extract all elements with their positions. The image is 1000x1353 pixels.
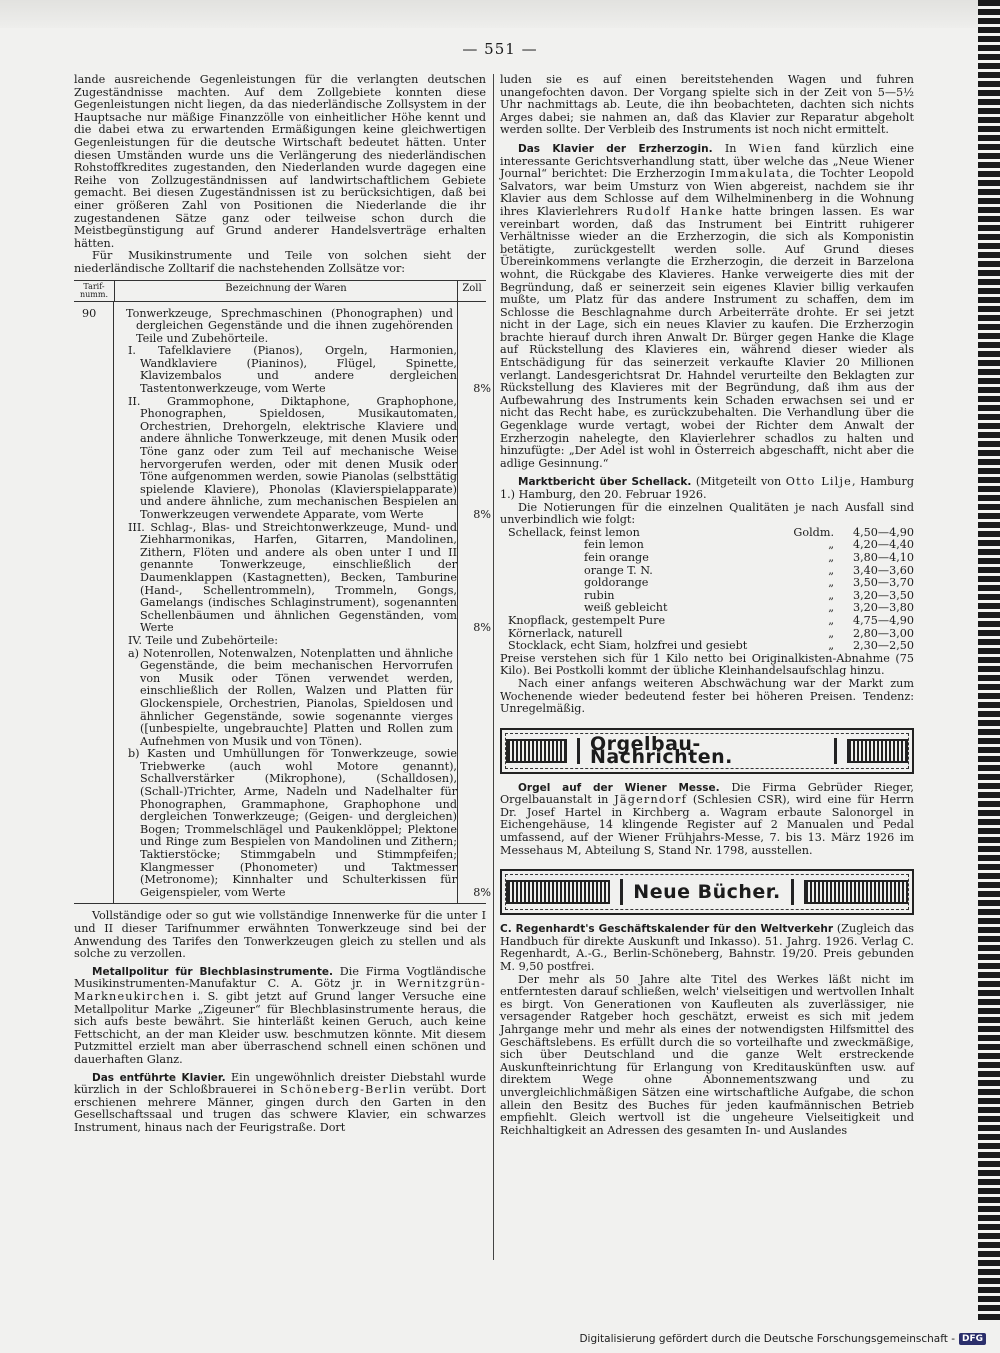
article-text: (Mitgeteilt von xyxy=(691,475,786,489)
banner-inner xyxy=(505,874,909,910)
price-grade: rubin xyxy=(584,588,615,602)
ornament-icon xyxy=(847,739,908,763)
credit-text: Digitalisierung gefördert durch die Deutsche Forschungsgemeinschaft - xyxy=(579,1333,955,1345)
price-range: 4,75—4,90 xyxy=(852,613,914,627)
tariff-item-text: III. Schlag-, Blas- und Streichtonwerkzeuge, Mund- und Ziehharmonikas, Harfen, Gitarren, Mandolinen, Zithern, Flöten und andere als oben unter I und II genannte Tonwerkzeuge, einschließlich der Daumenklappen (Kastagnetten), Becken, Tamburine (Hand-, Schellentrommeln), Trommeln, Gongs, Gamelangs (indisches Schlaginstrument), sogenannten Schellenbäumen und ähnlichen Gegenständen, vom Werte xyxy=(128,520,457,635)
tariff-item xyxy=(120,747,491,899)
article-heading: C. Regenhardt's Geschäftskalender für den Weltverkehr xyxy=(500,923,834,936)
tariff-subitem-text: b) Kasten und Umhüllungen för Tonwerkzeuge, sowie Triebwerke (auch wohl Motore genannt), Schallverstärker (Mikrophone), (Schalldosen), (Schall-)Trichter, Arme, Nadeln und Nadelhalter für Phonographen, Grammaphone, Graphophone und dergleichen Tonwerkzeuge; (Geigen- und dergleichen) Bogen; Trommelschlägel und Paukenklöppel; Plektone und Ringe zum Bespielen von Mandolinen und Zithern; Taktierstöcke; Stimmgabeln und Stimmpfeifen; Klangmesser (Phonometer) und Taktmesser (Metronome); Kinnhalter und Schulterkissen für Geigenspieler, vom Werte xyxy=(128,747,457,899)
price-row xyxy=(500,640,914,653)
article-text: (Schlesien CSR), wird eine für Herrn Dr. Josef Hartel in Kirchberg a. Wagram erbaute Salonorgel in Eichengehäuse, 14 klingende Register auf 2 Manualen und Pedal umfassend, auf der Wiener Frühjahrs-Messe, 7. bis 13. März 1926 im Messehaus M, Abteilung S, Stand Nr. 1798, ausstellen. xyxy=(500,793,914,857)
tariff-item-text: II. Grammophone, Diktaphone, Graphophone, Phonographen, Spieldosen, Musikautomaten, Orchestrien, Drehorgeln, elektrische Klaviere und andere ähnliche Tonwerkzeuge, mit denen Musik oder Töne ganz oder zum Teil auf mechanische Weise hervorgerufen werden, oder mit denen Musik oder Töne aufgenommen werden, sowie Pianolas (selbsttätig spielende Klaviere), Phonolas (Klavierspielapparate) und andere ähnliche, zum mechanischen Bespielen an Tonwerkzeugen verwendete Apparate, vom Werte xyxy=(128,394,457,521)
ornament-icon xyxy=(506,880,610,904)
tariff-item xyxy=(120,344,491,396)
tariff-item-duty: 8% xyxy=(473,382,491,396)
article-heading: Metallpolitur für Blechblasinstrumente. xyxy=(92,965,334,978)
article-entfuehrte-klavier xyxy=(74,1072,486,1135)
paragraph: Der mehr als 50 Jahre alte Titel des Werkes läßt nicht im entferntesten darauf schließen, welch' vielseitigen und wertvollen Inhalt es birgt. Von Generationen von Kaufleuten als zuverlässiger, nie versagender Ratgeber hoch geschätzt, erweist es sich mit jedem Jahrgange mehr und mehr als eines der notwendigsten Hilfsmittel des Geschäftslebens. Es erfüllt durch die so vorteilhafte und zweckmäßige, sich über Deutschland und die ganze Welt erstreckende Auskunfteinrichtung für Erlangung von Kreditauskünften usw. auf direktem Wege ohne Abonnementszwang und zu unvergleichlichmäßigen Sätzen eine wirtschaftliche Aufgabe, die schon allein den Besitz des Buches für jeden kaufmännischen Betrieb empfiehlt. Gleich wertvoll ist die ungeheure Vielseitigkeit und Reichhaltigkeit an Adressen des gesamten In- und Auslandes xyxy=(500,972,914,1137)
paragraph: Vollständige oder so gut wie vollständige Innenwerke für die unter I und II dieser Tarifnummer erwähnten Tonwerkzeuge sind bei der Anwendung des Tarifes den Tonwerkzeugen gleich zu stellen und als solche zu verzollen. xyxy=(74,909,486,961)
price-row xyxy=(500,615,914,628)
price-range: 3,40—3,60 xyxy=(852,563,914,577)
tariff-subitem-text: a) Notenrollen, Notenwalzen, Notenplatten und ähnliche Gegenstände, die beim mechanischen Hervorrufen von Musik oder Tönen verwendet werden, einschließlich der Rollen, Walzen und Platten für Glockenspiele, Orchestrien, Pianolas, Spieldosen und ähnlicher Gegenstände, sowie sogenannte vierges ([unbespielte, ungebrauchte] Platten und Rollen zum Aufnehmen von Musik und von Tönen). xyxy=(128,646,453,748)
paragraph: luden sie es auf einen bereitstehenden Wagen und fuhren unangefochten davon. Der Vorgang spielte sich in der Zeit von 5—5½ Uhr nachmittags ab. Leute, die ihn beobachteten, dachten sich nichts Arges dabei; sie nahmen an, daß das Klavier zur Reparatur abgeholt werden sollte. Der Verbleib des Instruments ist noch nicht ermittelt. xyxy=(500,73,914,137)
article-text: verübt. Dort erschienen mehrere Männer, gingen durch den Garten in den Gesellschaftssaal und trugen das schwere Klavier, ein schwarzes Instrument, hinaus nach der Feurigstraße. Dort xyxy=(74,1083,486,1134)
place-name: Schöneberg-Berlin xyxy=(280,1083,407,1097)
paragraph: Für Musikinstrumente und Teile von solchen sieht der niederländische Zolltarif die nachstehenden Zollsätze vor: xyxy=(74,249,486,275)
article-orgel xyxy=(500,782,914,858)
tariff-item-duty: 8% xyxy=(473,508,491,521)
tariff-item-duty: 8% xyxy=(473,885,491,899)
price-row xyxy=(500,590,914,603)
article-heading: Das entführte Klavier. xyxy=(92,1071,226,1084)
article-text: Die Firma Vogtländische Musikinstrumenten-Manufaktur C. A. Götz jr. in xyxy=(74,964,486,991)
tariff-number: 90 xyxy=(74,302,114,904)
price-list xyxy=(500,527,914,653)
article-heading: Orgel auf der Wiener Messe. xyxy=(518,781,720,794)
paragraph: Preise verstehen sich für 1 Kilo netto bei Originalkisten-Abnahme (75 Kilo). Bei Postkolli kommt der übliche Kleinhandelsaufschlag hinzu. xyxy=(500,651,914,678)
paragraph: Die Notierungen für die einzelnen Qualitäten je nach Ausfall sind unverbindlich wie folgt: xyxy=(500,500,914,527)
price-currency: „ xyxy=(828,576,834,590)
price-range: 3,20—3,80 xyxy=(852,601,914,615)
place-name: Wernitzgrün-Markneukirchen xyxy=(74,977,486,1003)
ornament-icon xyxy=(804,880,908,904)
article-erzherzogin xyxy=(500,143,914,470)
header-tariff-number: Tarif-numm. xyxy=(74,281,115,301)
section-title: Orgelbau-Nachrichten. xyxy=(589,733,733,768)
article-metallpolitur xyxy=(74,966,486,1067)
price-range: 4,50—4,90 xyxy=(852,525,914,539)
scan-right-edge xyxy=(978,0,1000,1320)
price-range: 3,20—3,50 xyxy=(852,588,914,602)
tariff-item-duty: 8% xyxy=(473,621,491,635)
section-title: Neue Bücher. xyxy=(633,880,781,903)
article-text: , die Tochter Leopold Salvators, war beim Umsturz von Wien abgereist, nachdem sie ihr Klavier aus dem Schlosse auf dem Wilhelminenberg in die Wohnung ihres Klavierlehrers xyxy=(500,167,914,218)
price-grade: orange T. N. xyxy=(584,563,653,577)
tariff-description xyxy=(114,302,491,904)
ornament-bar-icon xyxy=(620,879,623,905)
person-name: Rudolf Hanke xyxy=(626,204,724,218)
header-description: Bezeichnung der Waren xyxy=(115,281,458,301)
tariff-table-body xyxy=(74,302,491,904)
price-currency: „ xyxy=(828,563,834,577)
price-row xyxy=(500,565,914,578)
article-text: Die Firma Gebrüder Rieger, Orgelbauanstalt in xyxy=(500,780,914,807)
price-grade: fein lemon xyxy=(584,538,644,552)
price-grade: Knopflack, gestempelt Pure xyxy=(508,613,666,627)
article-text: , Hamburg 1.) Hamburg, den 20. Februar 1926. xyxy=(500,475,914,501)
article-heading: Marktbericht über Schellack. xyxy=(518,476,692,489)
article-text: Ein ungewöhnlich dreister Diebstahl wurde kürzlich in der Schloßbrauerei in xyxy=(74,1070,486,1097)
tariff-duty-column xyxy=(458,302,486,904)
price-range: 4,20—4,40 xyxy=(852,538,914,552)
column-divider xyxy=(493,74,494,1260)
price-currency: „ xyxy=(828,613,834,627)
price-row xyxy=(500,539,914,552)
scan-top-edge xyxy=(0,0,1000,28)
page-number: — 551 — xyxy=(462,40,538,58)
article-text: In xyxy=(712,141,749,155)
article-marktbericht xyxy=(500,476,914,501)
place-name: Wien xyxy=(748,141,783,155)
article-text: (Zugleich das Handbuch für direkte Auskunft und Inkasso). 51. Jahrg. 1926. Verlag C. Regenhardt, A.-G., Berlin-Schöneberg, Bahnstr. 19/20. Preis gebunden M. 9,50 postfrei. xyxy=(500,922,915,974)
digitization-credit xyxy=(579,1333,986,1345)
price-range: 3,80—4,10 xyxy=(852,550,914,564)
price-grade: Schellack, feinst lemon xyxy=(508,525,640,539)
place-name: Jägerndorf xyxy=(614,793,688,807)
person-name: Otto Lilje xyxy=(785,475,852,489)
banner-inner xyxy=(505,733,909,769)
price-currency: „ xyxy=(828,538,834,552)
article-buch xyxy=(500,923,914,973)
paragraph: Nach einer anfangs weiteren Abschwächung war der Markt zum Wochenende wieder bedeutend fester bei höheren Preisen. Tendenz: Unregelmäßig. xyxy=(500,676,914,716)
left-column xyxy=(74,73,491,1135)
ornament-bar-icon xyxy=(791,879,794,905)
tariff-intro: Tonwerkzeuge, Sprechmaschinen (Phonographen) und dergleichen Gegenstände und die ihnen zugehörenden Teile und Zubehörteile. xyxy=(126,306,453,345)
article-text: hatte bringen lassen. Es war vereinbart worden, daß das Instrument bei Eintritt ruhigerer Verhältnisse wieder an die Erzherzogin, die sich als Komponistin betätigte, zurückgestellt werden solle. Auf Grund dieses Übereinkommens verlangte die Erzherzogin, die derzeit in Barzelona wohnt, die Rückgabe des Klavieres. Hanke verweigerte dies mit der Begründung, daß er seinerzeit sein eigenes Klavier billig verkaufen mußte, um Platz für das andere Instrument zu schaffen, dem im Schlosse die Beschlagnahme durch Arbeiterräte drohte. Er sei jetzt nicht in der Lage, sich ein neues Klavier zu kaufen. Die Erzherzogin brachte hierauf durch ihren Anwalt Dr. Bürger gegen Hanke die Klage auf Rückstellung des Klavieres ein, während dieser wieder als Entschädigung für das seinerzeit verkaufte Klavier 20 Millionen verlangt. Landesgerichtsrat Dr. Hahndel verurteilte den Beklagten zur Rückstellung des Klavieres mit der Begründung, daß ihm aus der Aufbewahrung des Instruments kein Schaden erwachsen sei und er nicht das Recht habe, es zurückzubehalten. Die Verhandlung über die Gegenklage wurde vertagt, wobei der Richter dem Anwalt der Erzherzogin nahelegte, den Klavierlehrer schadlos zu halten und hinzufügte: „Der Adel ist wohl in Österreich abgeschafft, nicht aber die adlige Gesinnung.“ xyxy=(500,204,915,470)
article-heading: Das Klavier der Erzherzogin. xyxy=(518,142,713,155)
price-row xyxy=(500,552,914,565)
tariff-table-header xyxy=(74,281,486,302)
paragraph: lande ausreichende Gegenleistungen für die verlangten deutschen Zugeständnisse machten. Auf dem Zollgebiete konnten diese Gegenleistungen nicht liegen, da das niederländische Zollsystem in der Hauptsache nur mäßige Finanzzölle von einheitlicher Höhe kennt und die dabei etwa zu erwartenden Ermäßigungen keine gleichwertigen Gegenleistungen für die deutsche Wirtschaft bedeutet hätten. Unter diesen Umständen wurde uns die Verlängerung des niederländischen Rohstoffkredites zugestanden, den Niederlanden wurde dagegen eine Reihe von Zollzugeständnissen auf landwirtschaftlichem Gebiete gemacht. Bei diesen Zugeständnissen ist zu berücksichtigen, daß bei einer größeren Zahl von Positionen die Niederlande die ihr zugestandenen Sätze ganz oder teilweise schon durch die Meistbegünstigung auf Grund anderer Handelsverträge erhalten hätten. xyxy=(74,73,486,250)
price-range: 2,30—2,50 xyxy=(852,639,914,653)
price-grade: Körnerlack, naturell xyxy=(508,626,623,640)
ornament-bar-icon xyxy=(577,738,580,764)
tariff-table xyxy=(74,280,491,905)
price-currency: „ xyxy=(828,550,834,564)
price-currency: „ xyxy=(828,601,834,615)
price-range: 3,50—3,70 xyxy=(852,576,914,590)
header-duty: Zoll xyxy=(462,282,482,294)
dfg-logo: DFG xyxy=(959,1333,986,1345)
price-row xyxy=(500,577,914,590)
price-grade: fein orange xyxy=(584,550,649,564)
tariff-item-text: I. Tafelklaviere (Pianos), Orgeln, Harmonien, Wandklaviere (Pianinos), Flügel, Spinette, Klavizembalos und andere dergleichen Tastentonwerkzeuge, vom Werte xyxy=(128,344,457,396)
section-banner-buecher xyxy=(500,869,914,915)
price-grade: Stocklack, echt Siam, holzfrei und gesiebt xyxy=(508,639,748,653)
ornament-icon xyxy=(506,739,567,763)
price-currency: „ xyxy=(828,626,834,640)
price-currency: „ xyxy=(828,588,834,602)
price-grade: weiß gebleicht xyxy=(584,601,668,615)
section-banner-orgelbau xyxy=(500,728,914,774)
article-text: fand kürzlich eine interessante Gerichtsverhandlung statt, über welche das „Neue Wiener Journal“ berichtet: Die Erzherzogin xyxy=(500,141,914,181)
article-text: i. S. gibt jetzt auf Grund langer Versuche eine Metallpolitur Marke „Zigeuner“ für Blechblasinstrumente heraus, die sich aufs beste bewährt. Sie hinterläßt keinen Geruch, auch keine Fettschicht, an der man Kleider usw. beschmutzen könnte. Mit diesem Putzmittel erzielt man aber überraschend schnell einen schönen und dauerhaften Glanz. xyxy=(74,989,486,1066)
price-currency: „ xyxy=(828,639,834,653)
right-column xyxy=(500,74,914,1137)
person-name: Immakulata xyxy=(710,167,790,181)
tariff-item xyxy=(120,520,491,635)
price-currency: Goldm. xyxy=(793,525,834,539)
price-grade: goldorange xyxy=(584,576,649,590)
price-range: 2,80—3,00 xyxy=(852,626,914,640)
tariff-item-text: IV. Teile und Zubehörteile: xyxy=(128,633,279,647)
tariff-item xyxy=(120,394,491,522)
ornament-bar-icon xyxy=(834,738,837,764)
price-row xyxy=(500,527,914,540)
